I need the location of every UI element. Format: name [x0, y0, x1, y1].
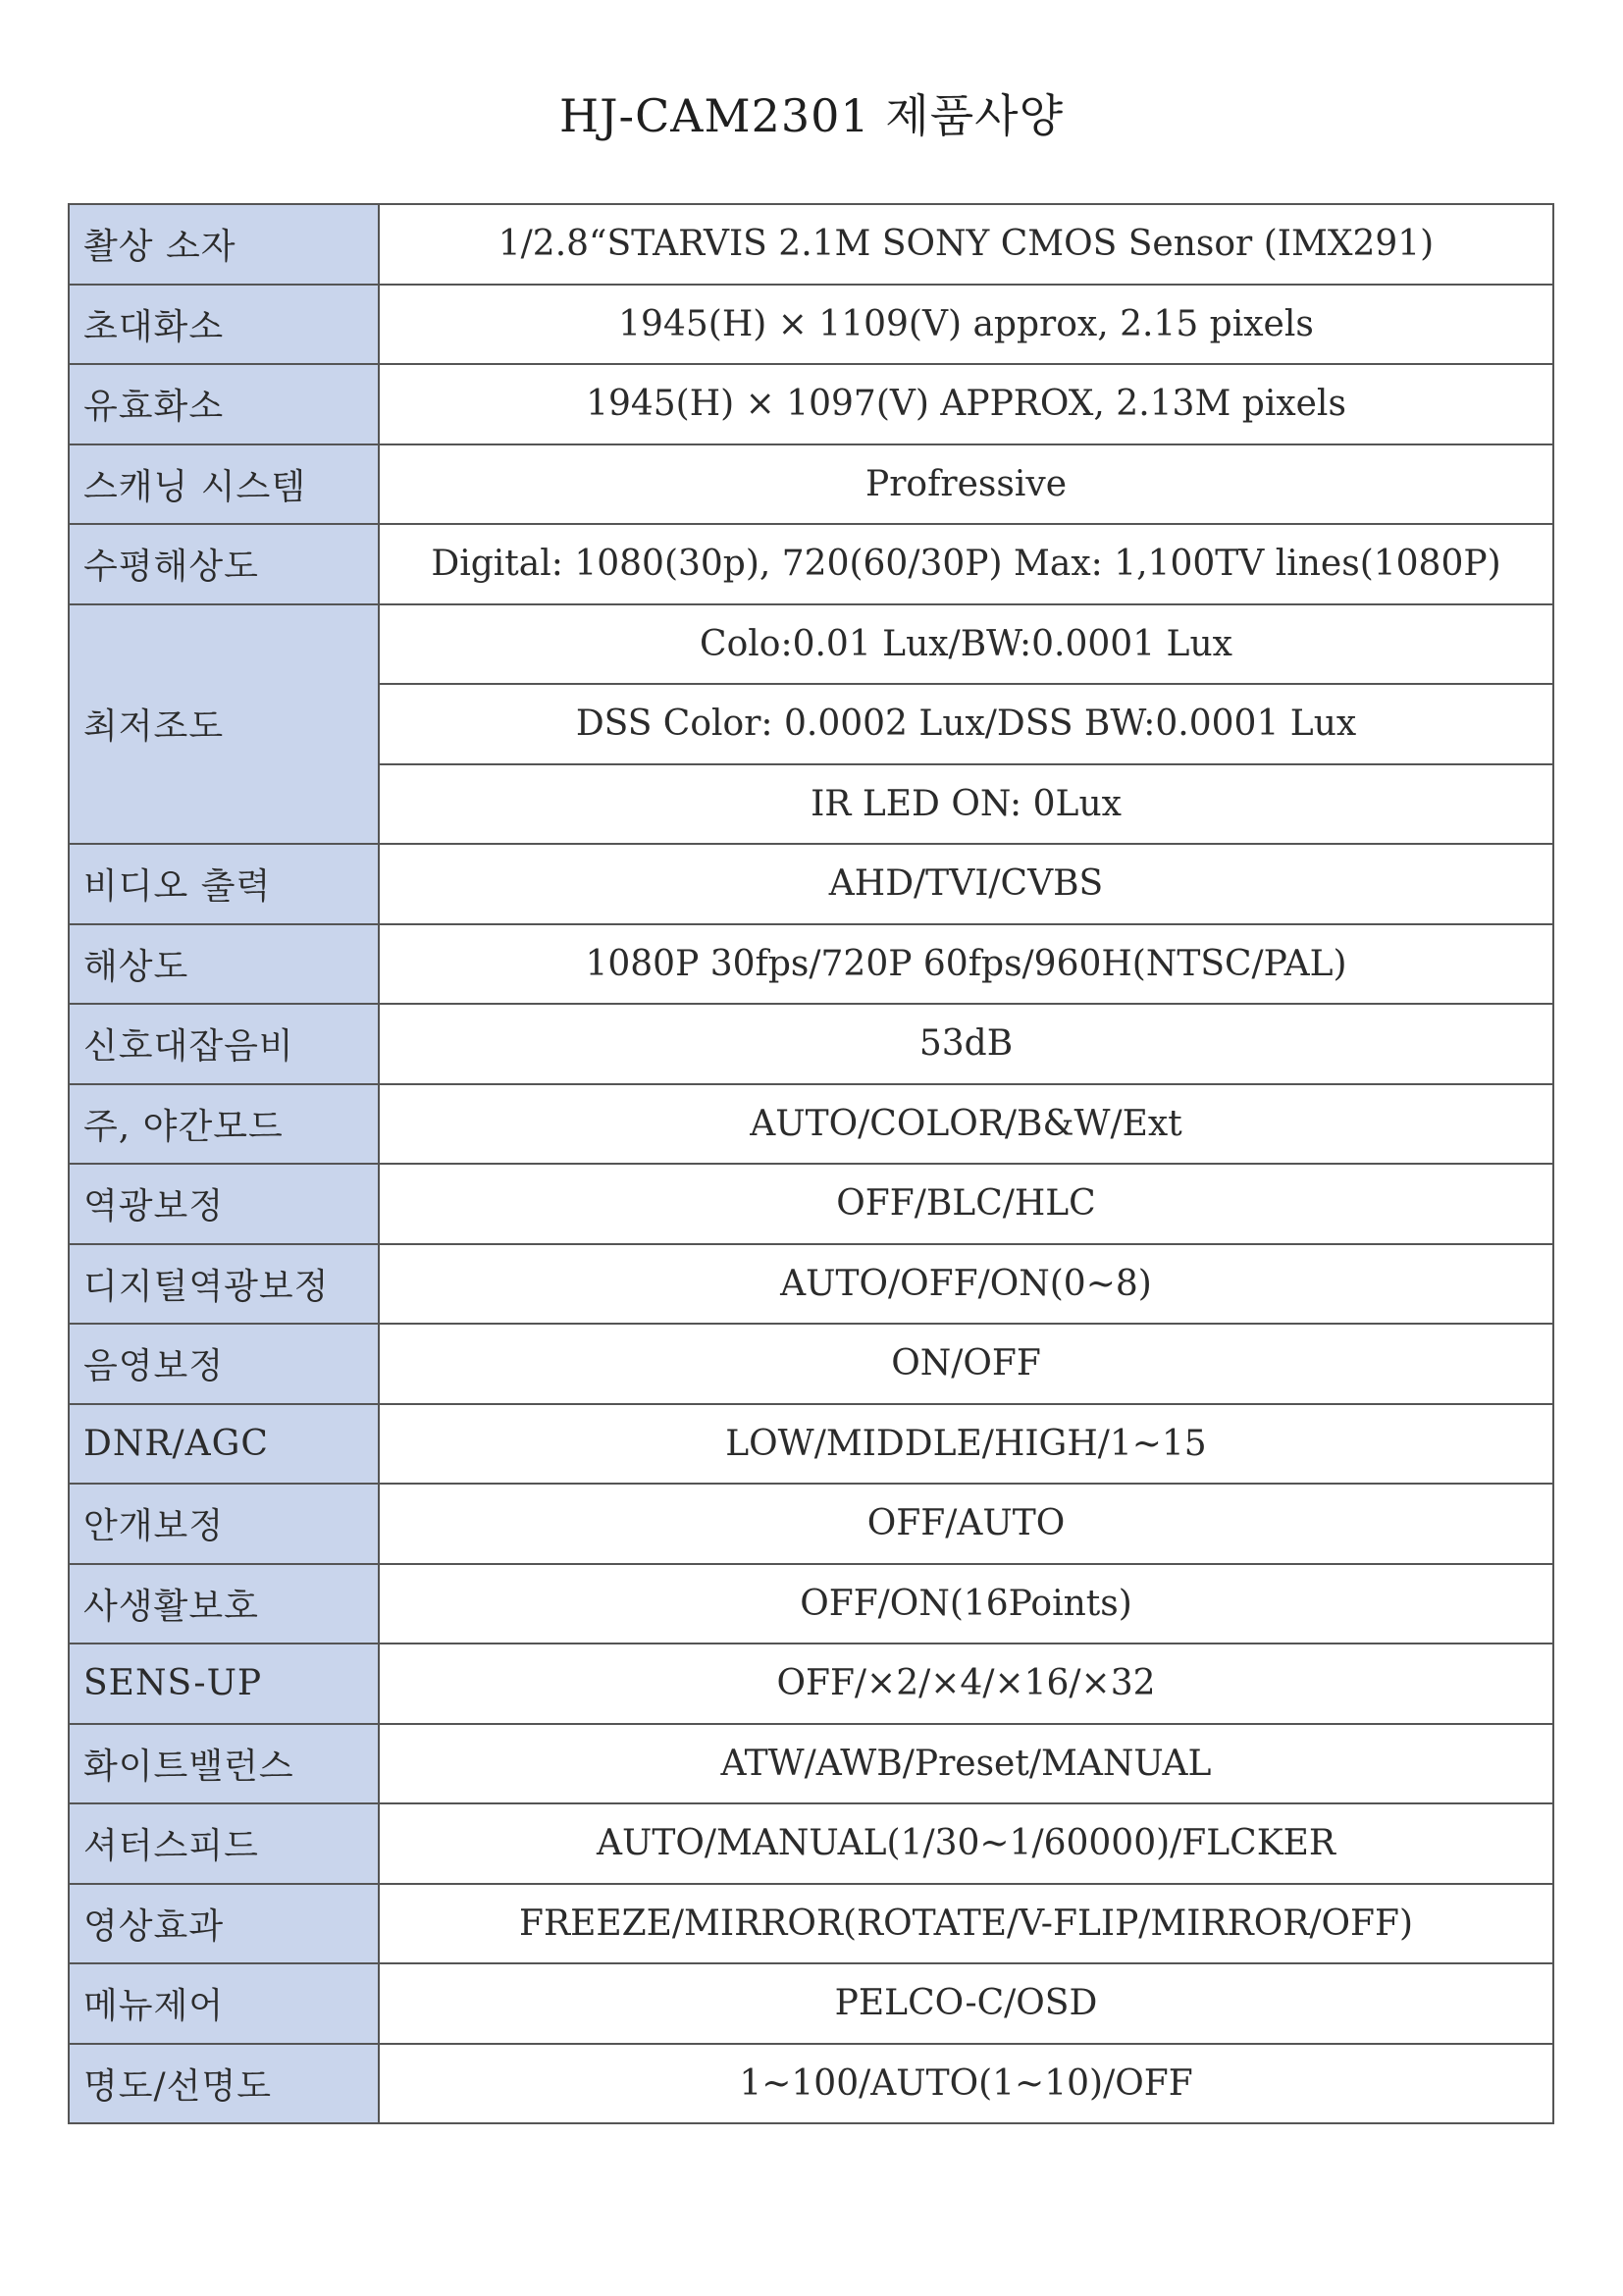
spec-value: IR LED ON: 0Lux [379, 764, 1553, 845]
spec-label: DNR/AGC [69, 1404, 379, 1485]
spec-value: AUTO/COLOR/B&W/Ext [379, 1084, 1553, 1165]
table-row [69, 1084, 1553, 1165]
spec-label: SENS-UP [69, 1644, 379, 1724]
spec-value: AUTO/MANUAL(1/30~1/60000)/FLCKER [379, 1803, 1553, 1884]
table-row [69, 1484, 1553, 1564]
spec-label: 음영보정 [69, 1324, 379, 1404]
spec-label: 안개보정 [69, 1484, 379, 1564]
table-row [69, 844, 1553, 924]
table-row [69, 1644, 1553, 1724]
spec-value: LOW/MIDDLE/HIGH/1~15 [379, 1404, 1553, 1485]
spec-value: OFF/BLC/HLC [379, 1164, 1553, 1244]
table-row [69, 924, 1553, 1005]
spec-value: PELCO-C/OSD [379, 1963, 1553, 2044]
spec-table-body [69, 204, 1553, 2123]
table-row [69, 1324, 1553, 1404]
table-row [69, 1884, 1553, 1964]
spec-label: 디지털역광보정 [69, 1244, 379, 1325]
table-row [69, 524, 1553, 604]
table-row [69, 2044, 1553, 2124]
table-row [69, 1564, 1553, 1644]
table-row [69, 285, 1553, 365]
table-row [69, 1164, 1553, 1244]
spec-label: 신호대잡음비 [69, 1004, 379, 1084]
spec-label: 초대화소 [69, 285, 379, 365]
table-row [69, 1004, 1553, 1084]
spec-value: OFF/AUTO [379, 1484, 1553, 1564]
spec-label: 최저조도 [69, 604, 379, 845]
table-row [69, 1963, 1553, 2044]
spec-label: 비디오 출력 [69, 844, 379, 924]
spec-label: 영상효과 [69, 1884, 379, 1964]
spec-value: 1945(H) × 1109(V) approx, 2.15 pixels [379, 285, 1553, 365]
spec-value: Profressive [379, 444, 1553, 525]
spec-label: 메뉴제어 [69, 1963, 379, 2044]
spec-value: Digital: 1080(30p), 720(60/30P) Max: 1,100TV lines(1080P) [379, 524, 1553, 604]
spec-label: 스캐닝 시스템 [69, 444, 379, 525]
table-row [69, 604, 1553, 685]
spec-value: 1080P 30fps/720P 60fps/960H(NTSC/PAL) [379, 924, 1553, 1005]
spec-label: 촬상 소자 [69, 204, 379, 285]
spec-value: AUTO/OFF/ON(0~8) [379, 1244, 1553, 1325]
page-title: HJ-CAM2301 제품사양 [558, 89, 1065, 142]
spec-value: 1/2.8“STARVIS 2.1M SONY CMOS Sensor (IMX291) [379, 204, 1553, 285]
spec-label: 역광보정 [69, 1164, 379, 1244]
table-row [69, 1724, 1553, 1804]
spec-label: 주, 야간모드 [69, 1084, 379, 1165]
spec-value: AHD/TVI/CVBS [379, 844, 1553, 924]
spec-label: 수평해상도 [69, 524, 379, 604]
table-row [69, 364, 1553, 444]
spec-label: 셔터스피드 [69, 1803, 379, 1884]
spec-value: ATW/AWB/Preset/MANUAL [379, 1724, 1553, 1804]
spec-value: 1945(H) × 1097(V) APPROX, 2.13M pixels [379, 364, 1553, 444]
spec-value: 53dB [379, 1004, 1553, 1084]
spec-value: Colo:0.01 Lux/BW:0.0001 Lux [379, 604, 1553, 685]
table-row [69, 444, 1553, 525]
spec-value: ON/OFF [379, 1324, 1553, 1404]
spec-value: OFF/×2/×4/×16/×32 [379, 1644, 1553, 1724]
spec-table [68, 203, 1554, 2124]
table-row [69, 1803, 1553, 1884]
table-row [69, 204, 1553, 285]
spec-value: FREEZE/MIRROR(ROTATE/V-FLIP/MIRROR/OFF) [379, 1884, 1553, 1964]
spec-label: 유효화소 [69, 364, 379, 444]
table-row [69, 1404, 1553, 1485]
spec-label: 명도/선명도 [69, 2044, 379, 2124]
spec-value: 1~100/AUTO(1~10)/OFF [379, 2044, 1553, 2124]
spec-value: DSS Color: 0.0002 Lux/DSS BW:0.0001 Lux [379, 684, 1553, 764]
table-row [69, 1244, 1553, 1325]
spec-value: OFF/ON(16Points) [379, 1564, 1553, 1644]
spec-label: 화이트밸런스 [69, 1724, 379, 1804]
spec-label: 해상도 [69, 924, 379, 1005]
spec-label: 사생활보호 [69, 1564, 379, 1644]
